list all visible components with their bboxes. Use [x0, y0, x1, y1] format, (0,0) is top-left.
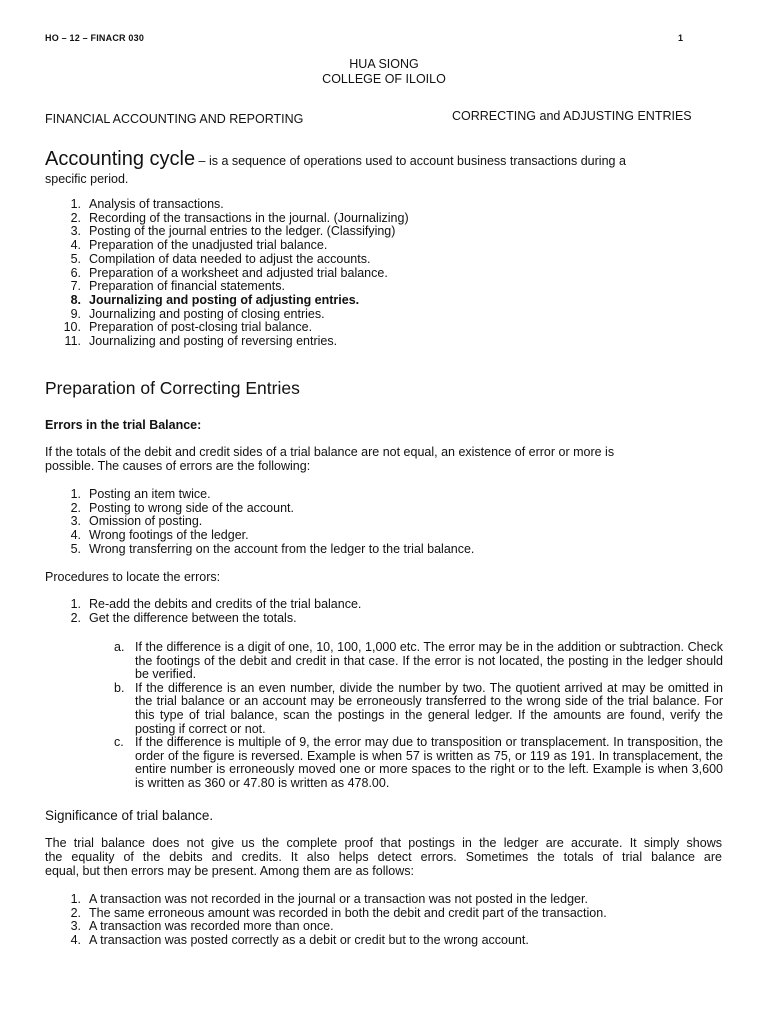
- list-item: a. If the difference is a digit of one, 10, 100, 1,000 etc. The error may be in the addition or subtraction. Check the footings of the debit and credit in that case. If the error is not located, the posting in the ledger should be verified.: [114, 640, 723, 682]
- list-item: 4. Wrong footings of the ledger.: [70, 528, 249, 543]
- course-title: FINANCIAL ACCOUNTING AND REPORTING: [45, 112, 304, 126]
- list-item: 11. Journalizing and posting of reversing entries.: [64, 334, 338, 349]
- list-item: 9. Journalizing and posting of closing entries.: [70, 306, 325, 321]
- list-item: 1. Posting an item twice.: [70, 487, 211, 501]
- significance-list: [45, 893, 735, 948]
- list-item: 1. Re-add the debits and credits of the trial balance.: [70, 597, 362, 611]
- list-item: 1. A transaction was not recorded in the journal or a transaction was not posted in the ledger.: [70, 892, 588, 906]
- list-item: 7. Preparation of financial statements.: [70, 279, 285, 294]
- list-item: 10. Preparation of post-closing trial balance.: [63, 320, 313, 335]
- errors-paragraph-line2: possible. The causes of errors are the following:: [45, 459, 311, 473]
- significance-paragraph-line3: equal, but then errors may be present. Among them are as follows:: [45, 864, 414, 878]
- sub-steps-list: [114, 641, 723, 791]
- document-code: HO – 12 – FINACR 030: [45, 33, 145, 43]
- list-item: 2. Get the difference between the totals.: [70, 610, 297, 625]
- list-item: 4. A transaction was posted correctly as a debit or credit but to the wrong account.: [70, 933, 529, 948]
- list-item: 3. Posting of the journal entries to the ledger. (Classifying): [70, 224, 396, 239]
- list-item: 5. Compilation of data needed to adjust the accounts.: [70, 251, 371, 266]
- significance-paragraph-line2: the equality of the debits and credits. It also helps detect errors. Sometimes the totals of trial balance are: [45, 850, 722, 864]
- list-item: 2. The same erroneous amount was recorded in both the debit and credit part of the transaction.: [70, 905, 607, 920]
- topic-title: CORRECTING and ADJUSTING ENTRIES: [452, 109, 692, 123]
- list-item-highlighted: 8. Journalizing and posting of adjusting entries.: [70, 292, 360, 307]
- intro-line: [45, 148, 745, 171]
- list-item: 1. Analysis of transactions.: [70, 197, 224, 211]
- list-item: c. If the difference is multiple of 9, the error may due to transposition or transplacement. In transposition, the order of the figure is reversed. Example is when 57 is written as 75, or 119 as 191. In transplacement, the entire number is erroneously moved one or more spaces to the right or to the left. Example is when 3,600 is written as 360 or 47.80 is written as 478.00.: [114, 735, 723, 790]
- errors-paragraph-line1: If the totals of the debit and credit sides of a trial balance are not equal, an existence of error or more is: [45, 445, 615, 459]
- accounting-cycle-term: Accounting cycle: [45, 148, 196, 170]
- list-item: 3. Omission of posting.: [70, 514, 203, 529]
- cycle-steps-list: [45, 198, 735, 349]
- intro-definition: – is a sequence of operations used to account business transactions during a: [195, 154, 626, 168]
- institution-name: HUA SIONG: [349, 57, 419, 71]
- significance-heading: Significance of trial balance.: [45, 808, 214, 823]
- section-title: Preparation of Correcting Entries: [45, 378, 300, 398]
- list-item: b. If the difference is an even number, divide the number by two. The quotient arrived at may be omitted in the trial balance or an account may be erroneously transferred to the wrong side of the trial balance. For this type of trial balance, scan the postings in the general ledger. If the amounts are found, verify the posting if correct or not.: [114, 680, 723, 736]
- error-causes-list: [45, 488, 735, 557]
- procedures-label: Procedures to locate the errors:: [45, 570, 221, 584]
- page-number: 1: [678, 33, 684, 43]
- list-item: 2. Posting to wrong side of the account.: [70, 500, 294, 515]
- intro-definition-cont: specific period.: [45, 172, 129, 186]
- list-item: 5. Wrong transferring on the account from the ledger to the trial balance.: [70, 541, 475, 556]
- list-item: 2. Recording of the transactions in the journal. (Journalizing): [70, 210, 409, 225]
- list-item: 6. Preparation of a worksheet and adjusted trial balance.: [70, 265, 388, 280]
- significance-paragraph-line1: The trial balance does not give us the complete proof that postings in the ledger are accurate. It simply shows: [45, 836, 722, 850]
- procedures-list: [45, 598, 735, 625]
- list-item: 3. A transaction was recorded more than once.: [70, 919, 334, 934]
- errors-subheading: Errors in the trial Balance:: [45, 418, 202, 432]
- institution-college: COLLEGE OF ILOILO: [322, 72, 446, 86]
- list-item: 4. Preparation of the unadjusted trial balance.: [70, 238, 328, 253]
